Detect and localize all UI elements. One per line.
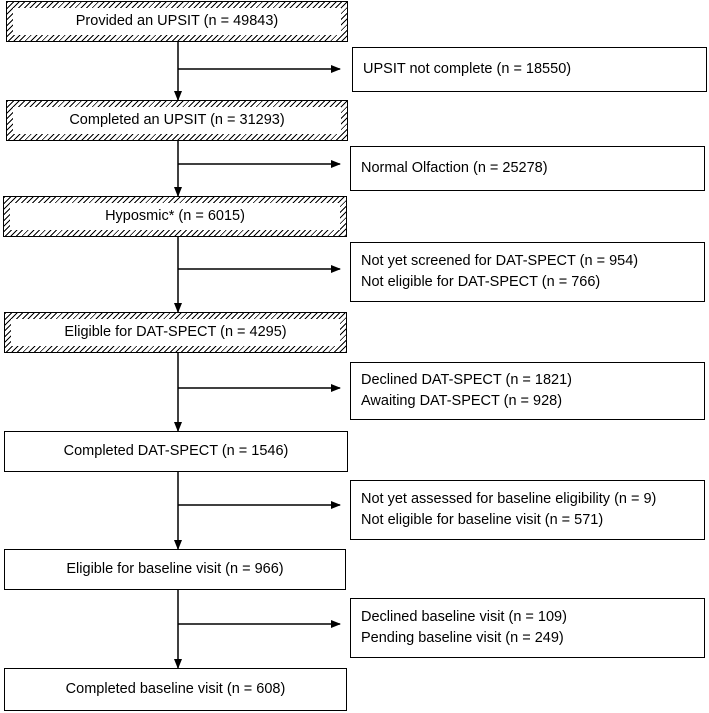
- exclusion-line: Normal Olfaction (n = 25278): [361, 160, 548, 176]
- exclusion-line: Not yet screened for DAT-SPECT (n = 954): [361, 253, 639, 269]
- exclusion-baseline-declined-pending: [350, 598, 705, 658]
- exclusion-line: Pending baseline visit (n = 249): [361, 630, 564, 646]
- main-step-label: Hyposmic* (n = 6015): [10, 203, 340, 230]
- main-step-label: Provided an UPSIT (n = 49843): [13, 8, 341, 35]
- main-step-eligible-baseline: Eligible for baseline visit (n = 966): [4, 549, 346, 590]
- main-step-hyposmic: [3, 196, 347, 237]
- main-step-provided-upsit: [6, 1, 348, 42]
- exclusion-normal-olfaction: [350, 146, 705, 191]
- exclusion-line: Not eligible for DAT-SPECT (n = 766): [361, 274, 601, 290]
- exclusion-baseline-eligibility: [350, 480, 705, 540]
- exclusion-dat-spect-screening: [350, 242, 705, 302]
- exclusion-line: Not eligible for baseline visit (n = 571): [361, 512, 604, 528]
- main-step-completed-dat-spect: Completed DAT-SPECT (n = 1546): [4, 431, 348, 472]
- exclusion-line: Declined DAT-SPECT (n = 1821): [361, 372, 573, 388]
- main-step-completed-baseline: Completed baseline visit (n = 608): [4, 668, 347, 711]
- exclusion-line: Declined baseline visit (n = 109): [361, 609, 567, 625]
- exclusion-dat-spect-declined-awaiting: [350, 362, 705, 420]
- exclusion-line: UPSIT not complete (n = 18550): [363, 61, 572, 77]
- main-step-completed-upsit: [6, 100, 348, 141]
- exclusion-line: Not yet assessed for baseline eligibility (n = 9): [361, 491, 657, 507]
- exclusion-upsit-not-complete: [352, 47, 707, 92]
- main-step-label: Completed an UPSIT (n = 31293): [13, 107, 341, 134]
- main-step-eligible-dat-spect: [4, 312, 347, 353]
- exclusion-line: Awaiting DAT-SPECT (n = 928): [361, 393, 563, 409]
- main-step-label: Eligible for DAT-SPECT (n = 4295): [11, 319, 340, 346]
